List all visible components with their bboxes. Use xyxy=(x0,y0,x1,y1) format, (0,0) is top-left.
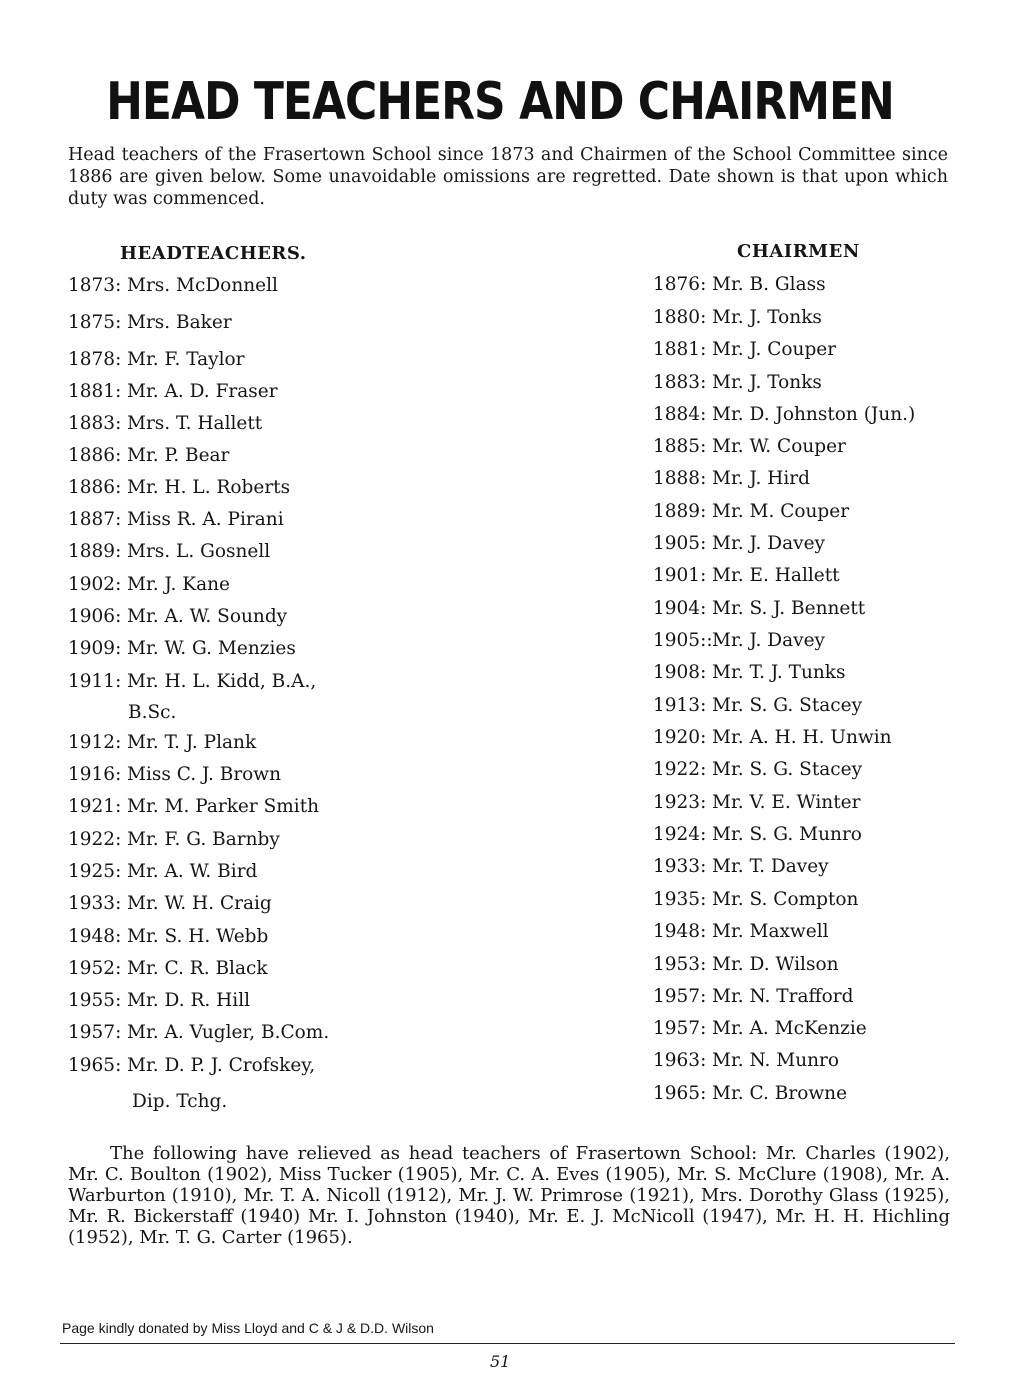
entry-year: 1905: xyxy=(653,533,707,554)
entry-year: 1957: xyxy=(653,1018,707,1039)
entry-name: Mr. D. R. Hill xyxy=(127,990,251,1011)
entry-name: Mr. S. G. Munro xyxy=(712,824,862,845)
entry-name-continuation: Dip. Tchg. xyxy=(132,1091,228,1112)
entry-year: 1953: xyxy=(653,954,707,975)
entry-year: 1908: xyxy=(653,662,707,683)
entry-name: Mr. T. Davey xyxy=(712,856,829,877)
entry-name: Mr. M. Parker Smith xyxy=(127,796,320,817)
entry-name: Mrs. McDonnell xyxy=(127,275,278,296)
entry-name: Mr. A. D. Fraser xyxy=(127,381,278,402)
entry-year: 1884: xyxy=(653,404,707,425)
entry-year: 1957: xyxy=(653,986,707,1007)
list-item xyxy=(68,990,250,1011)
list-item xyxy=(68,829,280,850)
entry-name: Mrs. T. Hallett xyxy=(127,413,263,434)
entry-year: 1909: xyxy=(68,638,122,659)
entry-year: 1925: xyxy=(68,861,122,882)
entry-year: 1876: xyxy=(653,274,707,295)
entry-name: Mr. J. Kane xyxy=(127,574,230,595)
entry-name: Mr. M. Couper xyxy=(712,501,850,522)
entry-name: Mr. J. Couper xyxy=(712,339,837,360)
list-item xyxy=(68,638,296,659)
entry-name: Mr. E. Hallett xyxy=(712,565,840,586)
entry-year: 1881: xyxy=(653,339,707,360)
entry-year: 1948: xyxy=(653,921,707,942)
entry-name: Mr. F. G. Barnby xyxy=(127,829,280,850)
entry-year: 1887: xyxy=(68,509,122,530)
entry-name: Mr. W. H. Craig xyxy=(127,893,272,914)
list-item xyxy=(653,889,858,910)
entry-name: Mr. F. Taylor xyxy=(127,349,245,370)
list-item xyxy=(653,856,829,877)
entry-year: 1922: xyxy=(653,759,707,780)
list-item xyxy=(653,1083,847,1104)
entry-year: 1955: xyxy=(68,990,122,1011)
entry-name: Mr. C. Browne xyxy=(712,1083,848,1104)
entry-name: Mr. H. L. Roberts xyxy=(127,477,291,498)
entry-year: 1952: xyxy=(68,958,122,979)
entry-name: Mr. A. H. H. Unwin xyxy=(712,727,892,748)
list-item xyxy=(68,477,290,498)
entry-name: Mr. A. W. Soundy xyxy=(127,606,288,627)
entry-year: 1888: xyxy=(653,468,707,489)
entry-year: 1920: xyxy=(653,727,707,748)
entry-name: Mr. C. R. Black xyxy=(127,958,268,979)
entry-name: Mr. N. Trafford xyxy=(712,986,854,1007)
entry-name: Mr. A. Vugler, B.Com. xyxy=(127,1022,330,1043)
list-item xyxy=(653,954,839,975)
list-item xyxy=(68,958,268,979)
list-item xyxy=(68,926,268,947)
list-item xyxy=(68,574,230,595)
list-item xyxy=(653,372,822,393)
entry-name: Mr. S. Compton xyxy=(712,889,859,910)
list-item xyxy=(653,436,846,457)
relieved-paragraph: The following have relieved as head teachers of Frasertown School: Mr. Charles (1902), Mr. C. Boulton (1902), Miss Tucker (1905), Mr. C. A. Eves (1905), Mr. S. McClure (1908), Mr. A. Warburton (1910), Mr. T. A. Nicoll (1912), Mr. J. W. Primrose (1921), Mrs. Dorothy Glass (1925), Mr. R. Bickerstaff (1940) Mr. I. Johnston (1940), Mr. E. J. McNicoll (1947), Mr. H. H. Hichling (1952), Mr. T. G. Carter (1965). xyxy=(68,1143,950,1248)
list-item xyxy=(653,501,849,522)
entry-name: Miss R. A. Pirani xyxy=(127,509,284,530)
entry-year: 1935: xyxy=(653,889,707,910)
list-item xyxy=(68,312,232,333)
entry-year: 1886: xyxy=(68,477,122,498)
entry-year: 1878: xyxy=(68,349,122,370)
entry-year: 1901: xyxy=(653,565,707,586)
list-item xyxy=(653,727,892,748)
entry-year: 1923: xyxy=(653,792,707,813)
entry-year: 1924: xyxy=(653,824,707,845)
entry-year: 1921: xyxy=(68,796,122,817)
entry-year: 1905:: xyxy=(653,630,713,651)
entry-name: Mr. A. McKenzie xyxy=(712,1018,867,1039)
headteachers-heading: HEADTEACHERS. xyxy=(120,243,307,264)
list-item xyxy=(68,893,272,914)
list-item xyxy=(653,307,822,328)
entry-year: 1911: xyxy=(68,671,122,692)
list-item xyxy=(653,339,836,360)
list-item xyxy=(653,565,840,586)
entry-name: Mr. D. Johnston (Jun.) xyxy=(712,404,916,425)
entry-year: 1957: xyxy=(68,1022,122,1043)
entry-year: 1913: xyxy=(653,695,707,716)
list-item xyxy=(68,1055,315,1076)
entry-year: 1902: xyxy=(68,574,122,595)
list-item xyxy=(653,533,825,554)
entry-name: Mrs. Baker xyxy=(127,312,232,333)
entry-name-continuation: B.Sc. xyxy=(128,702,177,723)
list-item xyxy=(68,413,262,434)
list-item xyxy=(68,861,257,882)
entry-year: 1965: xyxy=(653,1083,707,1104)
entry-year: 1883: xyxy=(68,413,122,434)
entry-name: Mr. W. Couper xyxy=(712,436,846,457)
list-item xyxy=(68,796,319,817)
entry-year: 1889: xyxy=(68,541,122,562)
entry-name: Mr. T. J. Tunks xyxy=(712,662,846,683)
list-item xyxy=(68,732,256,753)
list-item xyxy=(68,541,270,562)
entry-year: 1904: xyxy=(653,598,707,619)
entry-year: 1916: xyxy=(68,764,122,785)
entry-name: Mr. S. J. Bennett xyxy=(712,598,866,619)
list-item xyxy=(653,921,829,942)
entry-year: 1922: xyxy=(68,829,122,850)
entry-year: 1948: xyxy=(68,926,122,947)
list-item xyxy=(68,275,278,296)
entry-name: Miss C. J. Brown xyxy=(127,764,282,785)
chairmen-heading: CHAIRMEN xyxy=(737,241,860,262)
list-item xyxy=(653,404,915,425)
entry-year: 1933: xyxy=(653,856,707,877)
entry-name: Mr. N. Munro xyxy=(712,1050,840,1071)
entry-year: 1881: xyxy=(68,381,122,402)
entry-name: Mr. S. H. Webb xyxy=(127,926,269,947)
list-item xyxy=(68,1022,329,1043)
list-item xyxy=(653,1050,839,1071)
list-item xyxy=(68,349,245,370)
list-item xyxy=(68,606,287,627)
list-item xyxy=(68,764,281,785)
entry-year: 1965: xyxy=(68,1055,122,1076)
entry-name: Mr. B. Glass xyxy=(712,274,826,295)
list-item xyxy=(653,1018,867,1039)
entry-year: 1906: xyxy=(68,606,122,627)
list-item xyxy=(68,509,284,530)
list-item xyxy=(653,986,853,1007)
entry-year: 1875: xyxy=(68,312,122,333)
entry-year: 1912: xyxy=(68,732,122,753)
entry-name: Mrs. L. Gosnell xyxy=(127,541,271,562)
entry-name: Mr. T. J. Plank xyxy=(127,732,257,753)
entry-year: 1886: xyxy=(68,445,122,466)
entry-name: Mr. D. Wilson xyxy=(712,954,839,975)
list-item xyxy=(68,381,278,402)
footer-divider xyxy=(60,1343,955,1344)
entry-name: Mr. H. L. Kidd, B.A., xyxy=(127,671,317,692)
entry-name: Mr. J. Hird xyxy=(712,468,810,489)
page-title: HEAD TEACHERS AND CHAIRMEN xyxy=(106,72,894,133)
list-item xyxy=(653,662,846,683)
list-item xyxy=(68,671,316,692)
list-item xyxy=(653,824,862,845)
list-item xyxy=(68,445,229,466)
list-item xyxy=(653,630,825,651)
list-item xyxy=(653,792,860,813)
page-number: 51 xyxy=(490,1352,511,1371)
entry-name: Mr. J. Tonks xyxy=(712,307,822,328)
entry-name: Mr. V. E. Winter xyxy=(712,792,861,813)
entry-name: Mr. D. P. J. Crofskey, xyxy=(127,1055,316,1076)
entry-year: 1885: xyxy=(653,436,707,457)
entry-name: Mr. J. Davey xyxy=(712,630,825,651)
entry-name: Mr. W. G. Menzies xyxy=(127,638,296,659)
entry-year: 1963: xyxy=(653,1050,707,1071)
donation-note: Page kindly donated by Miss Lloyd and C & J & D.D. Wilson xyxy=(62,1320,434,1336)
list-item xyxy=(653,274,826,295)
entry-name: Mr. P. Bear xyxy=(127,445,230,466)
entry-year: 1933: xyxy=(68,893,122,914)
entry-year: 1889: xyxy=(653,501,707,522)
list-item xyxy=(653,468,810,489)
entry-name: Mr. A. W. Bird xyxy=(127,861,258,882)
entry-year: 1880: xyxy=(653,307,707,328)
entry-year: 1883: xyxy=(653,372,707,393)
list-item xyxy=(653,695,862,716)
entry-name: Mr. S. G. Stacey xyxy=(712,695,863,716)
entry-name: Mr. J. Davey xyxy=(712,533,825,554)
list-item xyxy=(653,598,865,619)
entry-name: Mr. S. G. Stacey xyxy=(712,759,863,780)
entry-name: Mr. Maxwell xyxy=(712,921,829,942)
entry-year: 1873: xyxy=(68,275,122,296)
intro-paragraph: Head teachers of the Frasertown School since 1873 and Chairmen of the School Committee since 1886 are given below. Some unavoidable omissions are regretted. Date shown is that upon which duty was commenced. xyxy=(68,145,948,209)
entry-name: Mr. J. Tonks xyxy=(712,372,822,393)
list-item xyxy=(653,759,862,780)
